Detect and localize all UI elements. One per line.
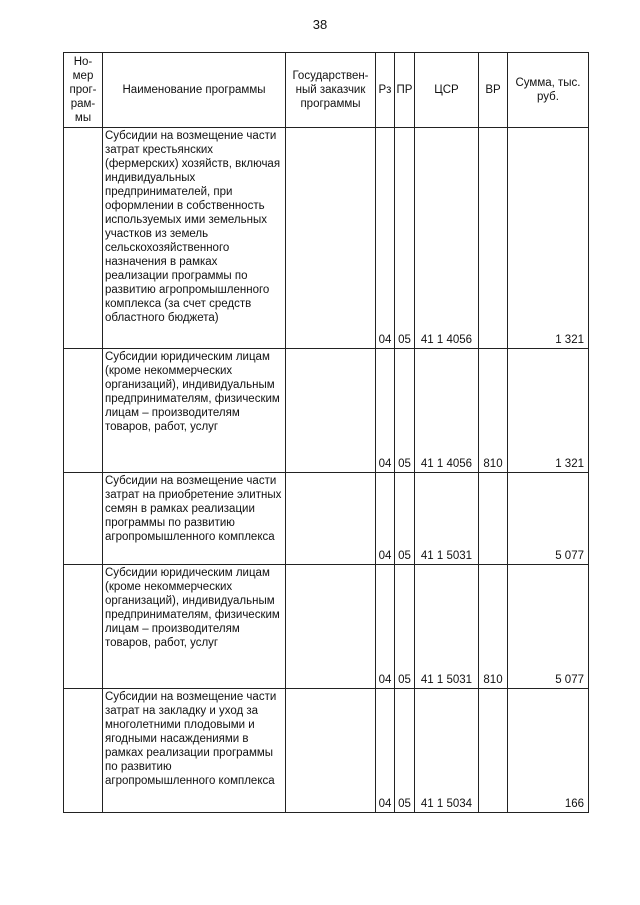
table-row [64, 689, 589, 813]
cell-program-number [64, 689, 103, 813]
cell-state-customer [286, 349, 376, 473]
cell-pr: 05 [395, 473, 415, 565]
header-program-name: Наименование программы [103, 53, 286, 128]
cell-pr: 05 [395, 128, 415, 349]
cell-pr: 05 [395, 349, 415, 473]
cell-vr: 810 [479, 349, 508, 473]
cell-state-customer [286, 689, 376, 813]
page-number: 38 [312, 17, 328, 32]
cell-sum: 166 [508, 689, 589, 813]
cell-program-name: Субсидии на возмещение части затрат на закладку и уход за многолетними плодовыми и ягодными насаждениями в рамках реализации программы по развитию агропромышленного комплекса [103, 689, 286, 813]
cell-pr: 05 [395, 565, 415, 689]
cell-vr [479, 473, 508, 565]
header-sum: Сумма, тыс. руб. [508, 53, 589, 128]
cell-sum: 1 321 [508, 128, 589, 349]
cell-state-customer [286, 565, 376, 689]
cell-program-name: Субсидии на возмещение части затрат на приобретение элитных семян в рамках реализации программы по развитию агропромышленного комплекса [103, 473, 286, 565]
cell-program-number [64, 349, 103, 473]
cell-program-name: Субсидии юридическим лицам (кроме некоммерческих организаций), индивидуальным предпринимателям, физическим лицам – производителям товаров, работ, услуг [103, 565, 286, 689]
cell-program-number [64, 473, 103, 565]
cell-csr: 41 1 4056 [415, 128, 479, 349]
cell-sum: 1 321 [508, 349, 589, 473]
header-pr: ПР [395, 53, 415, 128]
table-row [64, 128, 589, 349]
cell-rz: 04 [376, 128, 395, 349]
table-header-row [64, 53, 589, 128]
cell-pr: 05 [395, 689, 415, 813]
cell-vr [479, 689, 508, 813]
cell-vr [479, 128, 508, 349]
cell-state-customer [286, 473, 376, 565]
table-row [64, 565, 589, 689]
cell-rz: 04 [376, 349, 395, 473]
header-program-number: Но-мер прог-рам-мы [64, 53, 103, 128]
cell-csr: 41 1 5031 [415, 473, 479, 565]
cell-csr: 41 1 5031 [415, 565, 479, 689]
header-rz: Рз [376, 53, 395, 128]
cell-csr: 41 1 4056 [415, 349, 479, 473]
cell-csr: 41 1 5034 [415, 689, 479, 813]
cell-program-number [64, 128, 103, 349]
cell-rz: 04 [376, 473, 395, 565]
cell-rz: 04 [376, 689, 395, 813]
cell-program-name: Субсидии на возмещение части затрат крестьянских (фермерских) хозяйств, включая индивидуальных предпринимателей, при оформлении в собственность используемых ими земельных участков из земель сельскохозяйственного назначения в рамках реализации программы по развитию агропромышленного комплекса (за счет средств областного бюджета) [103, 128, 286, 349]
cell-rz: 04 [376, 565, 395, 689]
cell-state-customer [286, 128, 376, 349]
cell-sum: 5 077 [508, 565, 589, 689]
header-state-customer: Государствен-ный заказчик программы [286, 53, 376, 128]
table-row [64, 349, 589, 473]
cell-vr: 810 [479, 565, 508, 689]
cell-program-number [64, 565, 103, 689]
header-vr: ВР [479, 53, 508, 128]
header-csr: ЦСР [415, 53, 479, 128]
table-row [64, 473, 589, 565]
cell-program-name: Субсидии юридическим лицам (кроме некоммерческих организаций), индивидуальным предпринимателям, физическим лицам – производителям товаров, работ, услуг [103, 349, 286, 473]
cell-sum: 5 077 [508, 473, 589, 565]
budget-table [63, 52, 589, 813]
